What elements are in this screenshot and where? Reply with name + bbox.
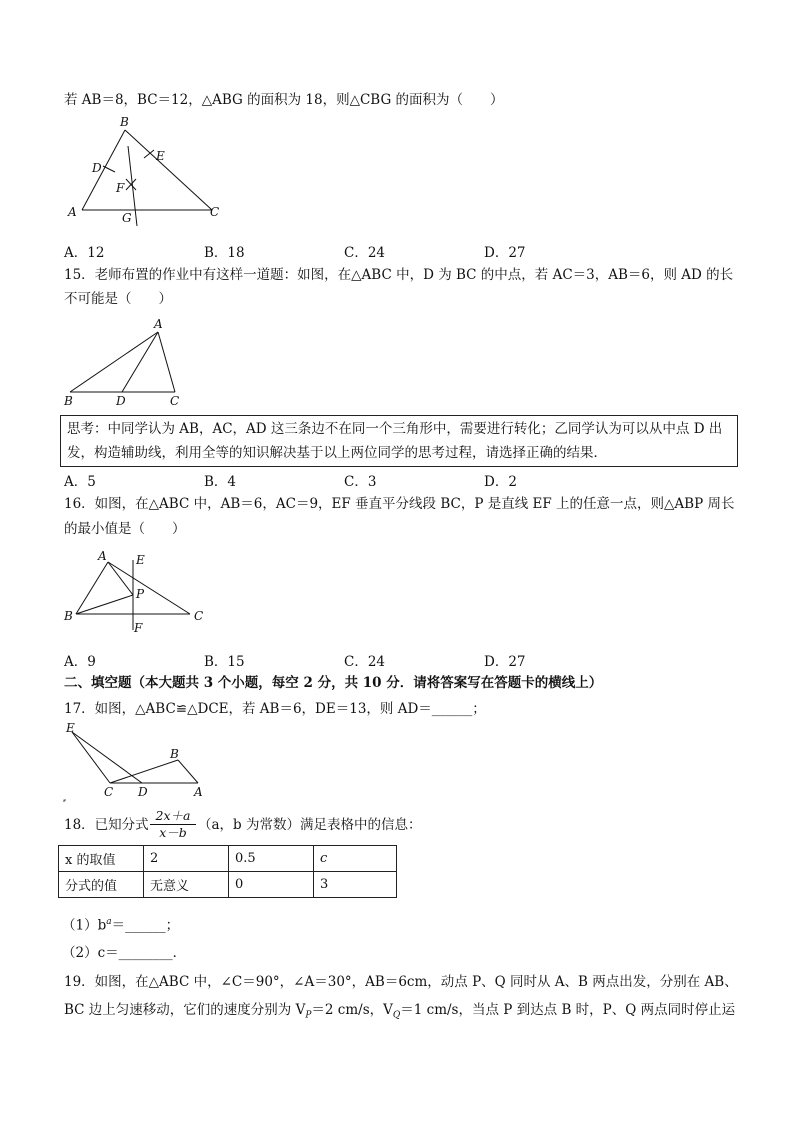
q15-option-d[interactable]: D．2 [484, 474, 517, 490]
q19-speed-q-subscript: Q [392, 1010, 401, 1021]
q16-option-b[interactable]: B．15 [204, 654, 245, 670]
q15-thinking-box [60, 415, 738, 467]
label-F: F [134, 621, 143, 635]
q16-figure [60, 548, 210, 638]
q15-think-line1: 思考：中同学认为 AB，AC，AD 这三条边不在同一个三角形中，需要进行转化；乙同学认为可以从中点 D 出 [67, 421, 723, 437]
label-B: B [120, 115, 129, 129]
table-cell: 分式的值 [59, 872, 144, 898]
label-A: A [68, 205, 77, 219]
label-A: A [194, 785, 203, 799]
q18-stem-prefix: 18．已知分式 [64, 817, 149, 833]
q14-option-a[interactable]: A．12 [64, 245, 105, 261]
label-B: B [64, 609, 73, 623]
table-cell: 0.5 [229, 846, 314, 872]
q15-figure [60, 316, 190, 408]
q14-option-c[interactable]: C．24 [344, 245, 386, 261]
label-P: P [136, 587, 145, 601]
q19-line2-tail: ＝1 cm/s，当点 P 到达点 B 时，P、Q 两点同时停止运 [400, 1002, 736, 1018]
q16-option-c[interactable]: C．24 [344, 654, 386, 670]
q18-info-table [58, 845, 397, 898]
q18-sub1-label: （1）b [62, 917, 107, 934]
q15-stem-line2: 不可能是（ ） [64, 291, 172, 307]
label-A: A [154, 317, 163, 331]
q14-figure [60, 114, 230, 226]
q17-figure [60, 720, 210, 804]
q16-stem-line1: 16．如图，在△ABC 中，AB＝6，AC＝9，EF 垂直平分线段 BC，P 是直线 EF 上的任意一点，则△ABP 周长 [64, 496, 735, 512]
q15-stem-line1: 15．老师布置的作业中有这样一道题：如图，在△ABC 中，D 为 BC 的中点，若 AC＝3，AB＝6，则 AD 的长 [64, 267, 734, 283]
q14-stem: 若 AB＝8，BC＝12，△ABG 的面积为 18，则△CBG 的面积为（ ） [64, 92, 504, 108]
table-cell: 2 [144, 846, 229, 872]
label-E: E [66, 721, 75, 735]
label-D: D [92, 161, 102, 175]
q14-option-d[interactable]: D．27 [484, 245, 526, 261]
label-C: C [194, 609, 204, 623]
label-C: C [104, 785, 114, 799]
label-C: C [210, 205, 220, 219]
q16-option-a[interactable]: A．9 [64, 654, 96, 670]
q15-option-b[interactable]: B．4 [204, 474, 237, 490]
table-cell: 无意义 [144, 872, 229, 898]
q15-think-line2: 发，构造辅助线，利用全等的知识解决基于以上两位同学的思考过程，请选择正确的结果． [67, 445, 607, 461]
section-heading-fill-in: 二、填空题（本大题共 3 个小题，每空 2 分，共 10 分．请将答案写在答题卡的横线上） [64, 675, 603, 691]
q18-sub1 [62, 913, 179, 935]
q19-stem-line2 [64, 1001, 735, 1025]
table-cell: c [314, 846, 397, 872]
label-F: F [116, 181, 125, 195]
label-G: G [122, 211, 132, 225]
q16-options [64, 650, 744, 668]
q18-fraction-numerator: 2x＋a [150, 808, 196, 825]
q14-option-b[interactable]: B．18 [204, 245, 245, 261]
q18-stem-suffix: （a，b 为常数）满足表格中的信息： [198, 817, 422, 833]
label-A: A [98, 549, 107, 563]
label-D: D [138, 785, 148, 799]
table-cell: 0 [229, 872, 314, 898]
q16-stem-line2: 的最小值是（ ） [64, 521, 186, 537]
table-row [59, 872, 397, 898]
q15-options [64, 470, 744, 488]
q14-options [64, 241, 744, 259]
q18-sub2[interactable]: （2）c＝________． [62, 945, 187, 961]
q18-fraction [150, 808, 196, 841]
q18-sub1-exponent: a [106, 917, 112, 927]
q19-line2-mid: ＝2 cm/s，V [311, 1002, 393, 1018]
label-B: B [64, 394, 73, 408]
q19-stem-line1: 19．如图，在△ABC 中，∠C＝90°，∠A＝30°，AB＝6cm，动点 P、Q 同时从 A、B 两点出发，分别在 AB、 [64, 974, 738, 990]
q15-option-a[interactable]: A．5 [64, 474, 96, 490]
label-E: E [136, 553, 145, 567]
q18-fraction-denominator: x－b [159, 825, 187, 840]
table-cell: 3 [314, 872, 397, 898]
label-E: E [156, 149, 165, 163]
q19-line2-start: BC 边上匀速移动，它们的速度分别为 V [64, 1002, 306, 1018]
label-C: C [170, 394, 180, 408]
table-cell: x 的取值 [59, 846, 144, 872]
label-B: B [170, 747, 179, 761]
label-D: D [116, 394, 126, 408]
q18-sub1-answer-blank[interactable]: ＝______； [111, 917, 180, 934]
q16-option-d[interactable]: D．27 [484, 654, 526, 670]
q19-speed-p-subscript: P [305, 1010, 312, 1021]
q17-stem: 17．如图，△ABC≌△DCE，若 AB＝6，DE＝13，则 AD＝______； [64, 701, 486, 717]
q15-option-c[interactable]: C．3 [344, 474, 377, 490]
table-row [59, 846, 397, 872]
